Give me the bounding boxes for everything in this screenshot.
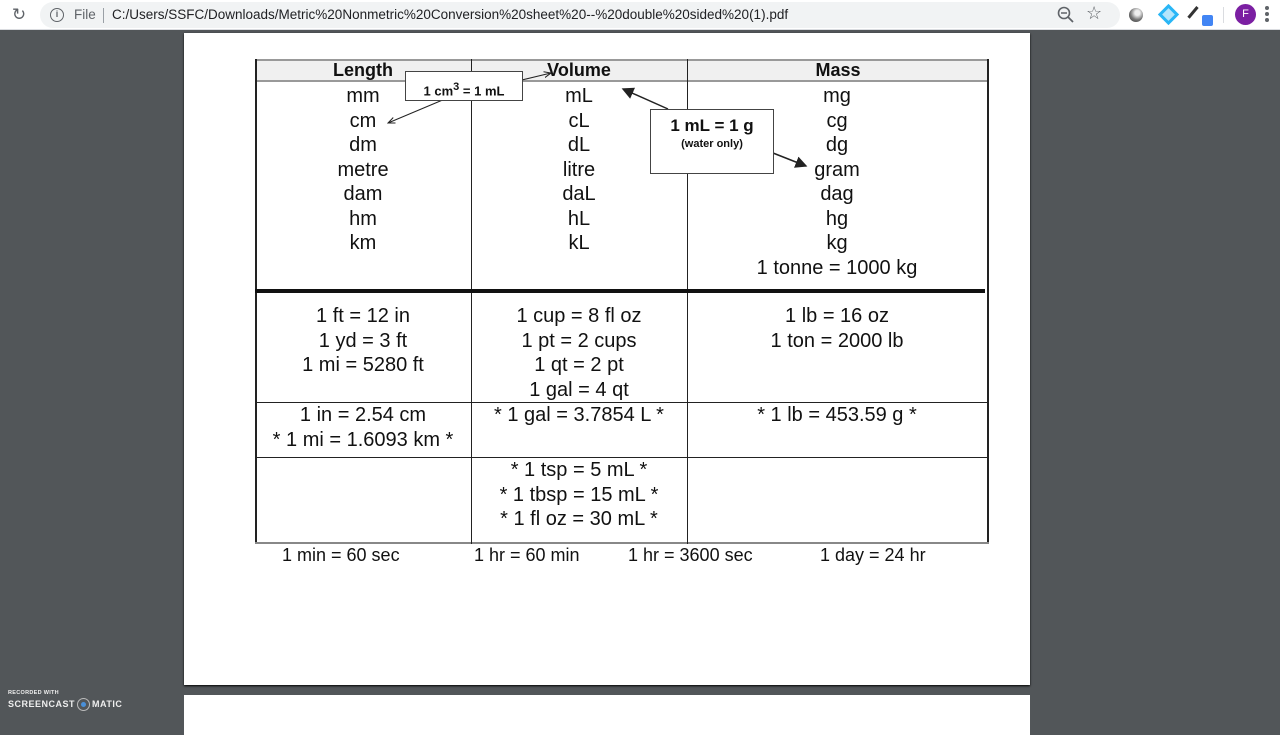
callout-subtext: (water only) — [681, 138, 743, 150]
equivalence: * 1 lb = 453.59 g * — [757, 404, 917, 426]
table-border — [255, 542, 989, 544]
imperial-volume — [471, 304, 687, 402]
eyedropper-extension-icon[interactable] — [1193, 5, 1213, 27]
unit: kL — [568, 232, 590, 254]
cm3-ml-callout — [405, 71, 523, 101]
unit: km — [349, 232, 377, 254]
superscript: 3 — [453, 81, 460, 93]
equivalence: * 1 mi = 1.6093 km * — [272, 428, 454, 451]
kebab-menu-icon[interactable] — [1265, 6, 1269, 24]
unit: dm — [349, 134, 377, 156]
unit: hL — [567, 207, 591, 230]
unit: mg — [823, 85, 851, 107]
unit: hg — [825, 207, 849, 230]
conversion-table — [255, 59, 989, 565]
conversion-length — [255, 403, 471, 452]
arrows — [255, 59, 989, 289]
equivalence: 1 qt = 2 pt — [534, 354, 624, 376]
header-volume: Volume — [547, 60, 611, 80]
watermark-right: MATIC — [92, 698, 123, 709]
conversion-volume — [471, 403, 687, 428]
unit: gram — [814, 158, 860, 181]
header-length: Length — [333, 60, 393, 80]
conversion-mass — [687, 403, 987, 428]
unit: cm — [349, 109, 377, 132]
profile-avatar[interactable]: F — [1235, 4, 1256, 25]
equivalence: 1 ton = 2000 lb — [770, 329, 904, 352]
water-callout — [650, 109, 774, 174]
equivalence: 1 mi = 5280 ft — [302, 354, 424, 376]
zoom-out-icon[interactable] — [1056, 5, 1076, 25]
imperial-length — [255, 304, 471, 378]
equivalence: 1 lb = 16 oz — [785, 305, 889, 327]
imperial-mass — [687, 304, 987, 353]
unit: cg — [826, 109, 848, 132]
unit: hm — [349, 207, 377, 230]
unit: litre — [562, 158, 596, 181]
callout-text: 1 mL = 1 g — [670, 116, 754, 135]
unit: dam — [343, 183, 383, 205]
extension-sphere-icon[interactable] — [1129, 8, 1143, 22]
callout-text: 1 cm — [423, 83, 454, 99]
address-bar[interactable] — [40, 2, 1120, 28]
time-conversion: 1 day = 24 hr — [820, 545, 926, 565]
equivalence: * 1 tbsp = 15 mL * — [499, 483, 659, 506]
unit: 1 tonne = 1000 kg — [756, 256, 918, 279]
equivalence: * 1 fl oz = 30 mL * — [500, 508, 658, 530]
time-conversion: 1 hr = 3600 sec — [628, 545, 753, 565]
equivalence: 1 in = 2.54 cm — [299, 404, 427, 426]
reload-icon[interactable]: ↻ — [11, 5, 27, 24]
pdf-page-2 — [184, 695, 1030, 735]
screencast-watermark — [8, 690, 122, 711]
watermark-left: SCREENCAST — [8, 698, 76, 709]
time-conversion: 1 min = 60 sec — [282, 545, 400, 565]
equivalence: * 1 gal = 3.7854 L * — [494, 404, 664, 426]
equivalence: * 1 tsp = 5 mL * — [510, 459, 648, 481]
unit: metre — [337, 158, 389, 181]
info-icon[interactable]: i — [50, 8, 64, 22]
divider — [103, 8, 104, 23]
unit: mm — [346, 85, 380, 107]
unit: cL — [568, 109, 590, 132]
extension-diamond-icon[interactable] — [1158, 4, 1179, 25]
watermark-top: RECORDED WITH — [8, 690, 59, 696]
time-conversion: 1 hr = 60 min — [474, 545, 580, 565]
thick-row-divider — [255, 289, 985, 293]
divider — [1223, 7, 1224, 23]
browser-toolbar — [0, 0, 1280, 30]
unit: daL — [562, 183, 596, 205]
star-icon[interactable]: ☆ — [1086, 3, 1103, 23]
equivalence: 1 gal = 4 qt — [529, 378, 629, 401]
header-mass: Mass — [815, 60, 861, 80]
equivalence: 1 ft = 12 in — [316, 305, 410, 327]
pdf-page — [184, 33, 1030, 685]
unit: kg — [826, 232, 848, 254]
unit: mL — [565, 85, 593, 107]
callout-text: = 1 mL — [462, 83, 505, 99]
unit: dg — [825, 134, 849, 156]
equivalence: 1 pt = 2 cups — [521, 329, 637, 352]
scheme-label: File — [74, 7, 96, 22]
record-dot-icon — [77, 698, 90, 711]
equivalence: 1 cup = 8 fl oz — [516, 305, 642, 327]
watermark-logo — [8, 698, 122, 711]
unit: dag — [820, 183, 854, 205]
kitchen-volume — [471, 458, 687, 532]
url-text[interactable]: C:/Users/SSFC/Downloads/Metric%20Nonmetric%20Conversion%20sheet%20--%20double%20sided%20(1).pdf — [112, 7, 789, 22]
unit: dL — [567, 134, 591, 156]
equivalence: 1 yd = 3 ft — [318, 329, 408, 352]
